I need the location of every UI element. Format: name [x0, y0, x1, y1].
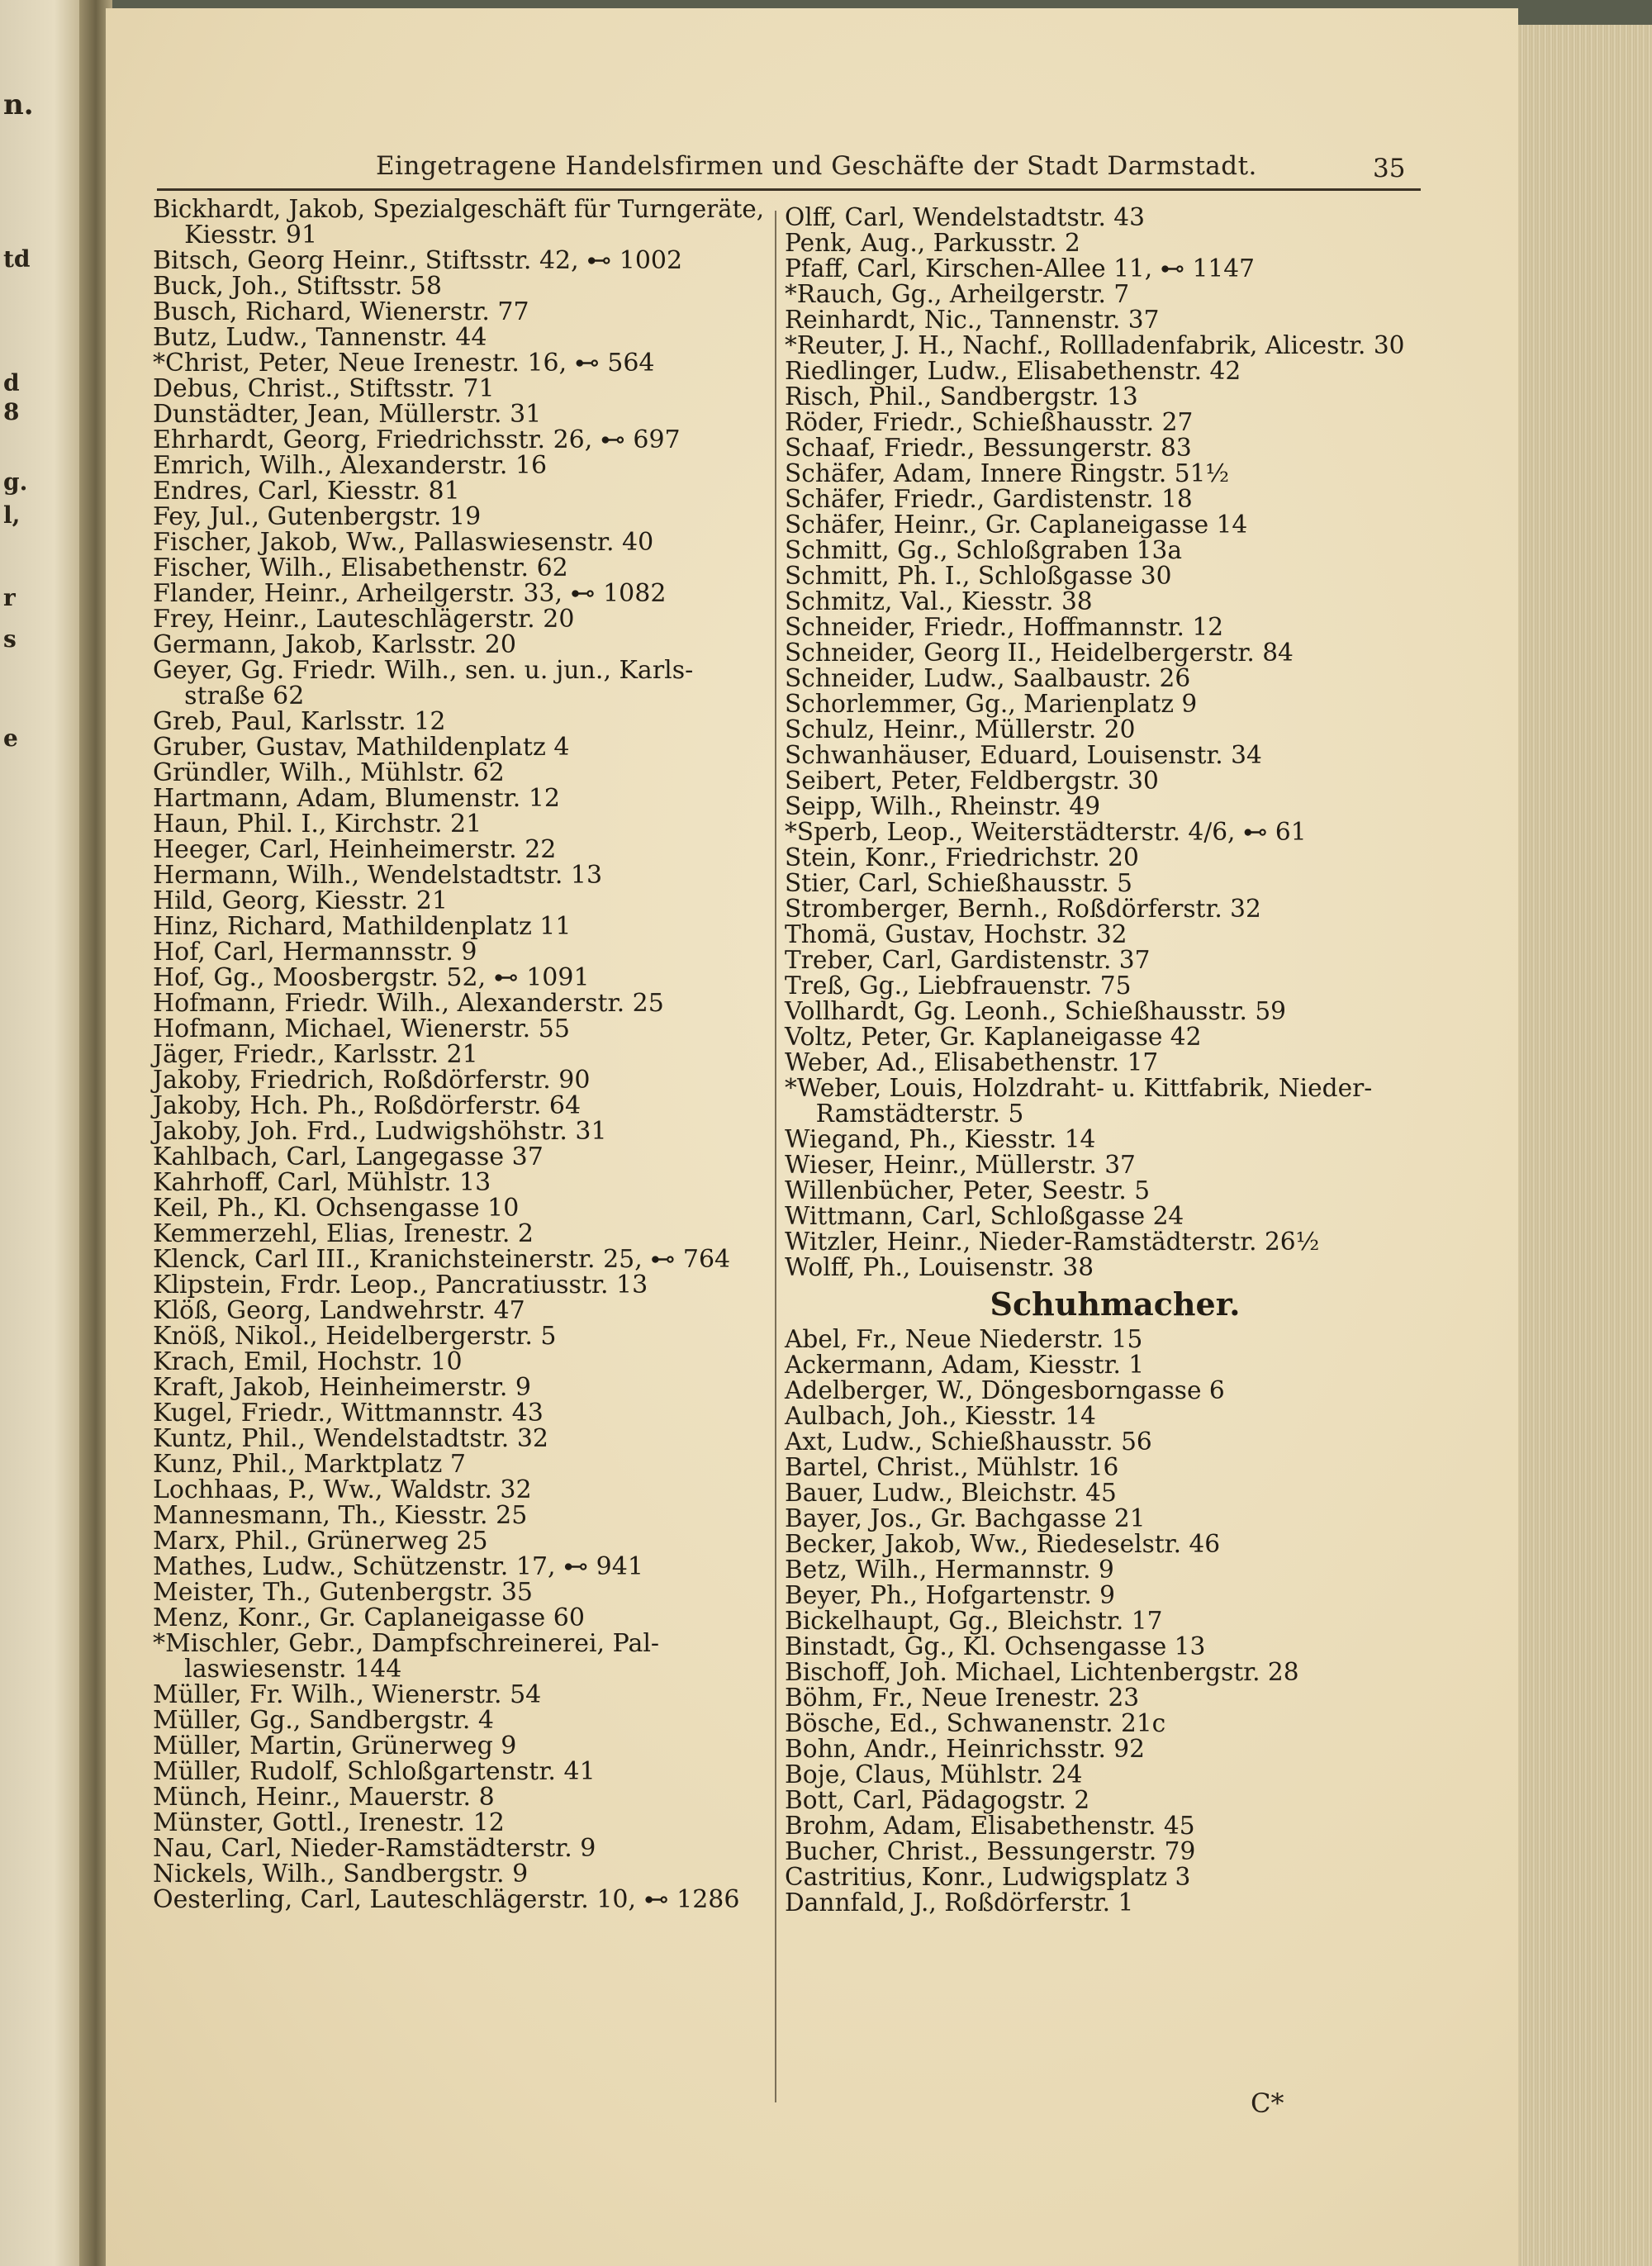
running-header: Eingetragene Handelsfirmen und Geschäfte der Stadt Darmstadt.	[376, 151, 1257, 181]
directory-entry: Jakoby, Hch. Ph., Roßdörferstr. 64	[153, 1091, 582, 1120]
directory-entry: Endres, Carl, Kiesstr. 81	[153, 477, 460, 506]
directory-entry: Dunstädter, Jean, Müllerstr. 31	[153, 400, 542, 429]
directory-entry: Hof, Gg., Moosbergstr. 52, ⊷ 1091	[153, 963, 590, 992]
directory-entry: Müller, Gg., Sandbergstr. 4	[153, 1706, 494, 1735]
directory-entry: Klöß, Georg, Landwehrstr. 47	[153, 1296, 525, 1325]
directory-entry: Knöß, Nikol., Heidelbergerstr. 5	[153, 1322, 557, 1351]
directory-entry: Voltz, Peter, Gr. Kaplaneigasse 42	[785, 1023, 1202, 1052]
directory-entry: Keil, Ph., Kl. Ochsengasse 10	[153, 1194, 520, 1223]
left-column	[153, 197, 764, 1912]
directory-entry: Meister, Th., Gutenbergstr. 35	[153, 1578, 533, 1607]
directory-entry: Wolff, Ph., Louisenstr. 38	[785, 1253, 1094, 1282]
directory-entry: Greb, Paul, Karlsstr. 12	[153, 707, 446, 736]
directory-entry: Schorlemmer, Gg., Marienplatz 9	[785, 690, 1198, 719]
directory-entry: Flander, Heinr., Arheilgerstr. 33, ⊷ 1082	[153, 579, 667, 608]
directory-entry: Schäfer, Heinr., Gr. Caplaneigasse 14	[785, 511, 1248, 539]
directory-entry: Schäfer, Friedr., Gardistenstr. 18	[785, 485, 1193, 514]
directory-entry: Seibert, Peter, Feldbergstr. 30	[785, 767, 1159, 796]
directory-entry: Kuntz, Phil., Wendelstadtstr. 32	[153, 1424, 548, 1453]
directory-entry: Thomä, Gustav, Hochstr. 32	[785, 920, 1127, 949]
directory-entry: *Rauch, Gg., Arheilgerstr. 7	[785, 280, 1130, 309]
directory-entry: Kraft, Jakob, Heinheimerstr. 9	[153, 1373, 531, 1402]
directory-entry: Hof, Carl, Hermannsstr. 9	[153, 938, 477, 967]
directory-entry: Müller, Fr. Wilh., Wienerstr. 54	[153, 1680, 542, 1709]
directory-entry: Hild, Georg, Kiesstr. 21	[153, 886, 448, 915]
shoemaker-entry: Bickelhaupt, Gg., Bleichstr. 17	[785, 1607, 1163, 1636]
directory-entry: Müller, Rudolf, Schloßgartenstr. 41	[153, 1757, 596, 1786]
directory-entry: Schäfer, Adam, Innere Ringstr. 51½	[785, 459, 1230, 488]
left-fragment: d	[3, 369, 20, 397]
directory-entry: Riedlinger, Ludw., Elisabethenstr. 42	[785, 357, 1241, 386]
left-fragment: g.	[3, 468, 28, 496]
directory-entry: Mannesmann, Th., Kiesstr. 25	[153, 1501, 528, 1530]
directory-entry: Fischer, Jakob, Ww., Pallaswiesenstr. 40	[153, 528, 654, 557]
directory-entry: Röder, Friedr., Schießhausstr. 27	[785, 408, 1194, 437]
section-heading: Schuhmacher.	[990, 1285, 1241, 1323]
left-fragment: td	[3, 245, 31, 273]
page-edges	[1518, 25, 1652, 2266]
directory-entry: Busch, Richard, Wienerstr. 77	[153, 297, 529, 326]
directory-entry: Münch, Heinr., Mauerstr. 8	[153, 1783, 495, 1812]
shoemaker-entry: Bott, Carl, Pädagogstr. 2	[785, 1786, 1090, 1815]
directory-entry: Klipstein, Frdr. Leop., Pancratiusstr. 13	[153, 1271, 648, 1299]
directory-entry: Schneider, Ludw., Saalbaustr. 26	[785, 664, 1191, 693]
page-number: 35	[1373, 154, 1406, 183]
directory-entry: Klenck, Carl III., Kranichsteinerstr. 25, ⊷ 764	[153, 1245, 731, 1274]
shoemaker-entry: Böhm, Fr., Neue Irenestr. 23	[785, 1684, 1140, 1713]
shoemaker-entry: Binstadt, Gg., Kl. Ochsengasse 13	[785, 1632, 1206, 1661]
directory-entry: Schmitt, Gg., Schloßgraben 13a	[785, 536, 1183, 565]
directory-entry: Krach, Emil, Hochstr. 10	[153, 1347, 463, 1376]
directory-entry: Ramstädterstr. 5	[785, 1100, 1024, 1128]
shoemaker-entry: Brohm, Adam, Elisabethenstr. 45	[785, 1812, 1195, 1841]
directory-entry: Bitsch, Georg Heinr., Stiftsstr. 42, ⊷ 1002	[153, 246, 683, 275]
directory-entry: Hofmann, Friedr. Wilh., Alexanderstr. 25	[153, 989, 664, 1018]
directory-entry: Haun, Phil. I., Kirchstr. 21	[153, 810, 482, 838]
directory-entry: Wieser, Heinr., Müllerstr. 37	[785, 1151, 1136, 1180]
shoemaker-entry: Adelberger, W., Döngesborngasse 6	[785, 1376, 1225, 1405]
directory-entry: *Weber, Louis, Holzdraht- u. Kittfabrik, Nieder-	[785, 1074, 1373, 1103]
column-divider	[775, 211, 776, 2102]
left-fragment: r	[3, 584, 16, 611]
directory-entry: Mathes, Ludw., Schützenstr. 17, ⊷ 941	[153, 1552, 643, 1581]
shoemaker-entry: Ackermann, Adam, Kiesstr. 1	[785, 1351, 1145, 1380]
directory-entry: Kahlbach, Carl, Langegasse 37	[153, 1143, 544, 1171]
directory-entry: Risch, Phil., Sandbergstr. 13	[785, 382, 1138, 411]
directory-entry: Jakoby, Friedrich, Roßdörferstr. 90	[153, 1066, 591, 1095]
directory-entry: Germann, Jakob, Karlsstr. 20	[153, 630, 516, 659]
directory-entry: Pfaff, Carl, Kirschen-Allee 11, ⊷ 1147	[785, 254, 1255, 283]
left-fragment: n.	[3, 88, 34, 121]
directory-entry: Schwanhäuser, Eduard, Louisenstr. 34	[785, 741, 1262, 770]
directory-entry: Jakoby, Joh. Frd., Ludwigshöhstr. 31	[153, 1117, 607, 1146]
directory-entry: Bickhardt, Jakob, Spezialgeschäft für Turngeräte,	[153, 195, 765, 224]
directory-entry: Hofmann, Michael, Wienerstr. 55	[153, 1014, 570, 1043]
shoemaker-entry: Bartel, Christ., Mühlstr. 16	[785, 1453, 1119, 1482]
directory-entry: Treß, Gg., Liebfrauenstr. 75	[785, 971, 1132, 1000]
directory-entry: Kiesstr. 91	[153, 221, 318, 249]
adjacent-left-page	[0, 0, 91, 2266]
directory-entry: Nickels, Wilh., Sandbergstr. 9	[153, 1860, 529, 1888]
directory-entry: Willenbücher, Peter, Seestr. 5	[785, 1176, 1151, 1205]
directory-entry: Ehrhardt, Georg, Friedrichsstr. 26, ⊷ 697	[153, 425, 681, 454]
shoemaker-entry: Axt, Ludw., Schießhausstr. 56	[785, 1428, 1152, 1456]
left-fragment: 8	[3, 398, 20, 425]
directory-entry: Butz, Ludw., Tannenstr. 44	[153, 323, 487, 352]
directory-entry: Hermann, Wilh., Wendelstadtstr. 13	[153, 861, 603, 890]
shoemaker-entry: Boje, Claus, Mühlstr. 24	[785, 1760, 1083, 1789]
directory-entry: Debus, Christ., Stiftsstr. 71	[153, 374, 495, 403]
right-column	[785, 205, 1412, 1916]
directory-entry: Hartmann, Adam, Blumenstr. 12	[153, 784, 560, 813]
directory-entry: Stier, Carl, Schießhausstr. 5	[785, 869, 1133, 898]
shoemaker-entry: Bischoff, Joh. Michael, Lichtenbergstr. 28	[785, 1658, 1299, 1687]
shoemaker-entry: Betz, Wilh., Hermannstr. 9	[785, 1556, 1114, 1584]
shoemaker-entry: Castritius, Konr., Ludwigsplatz 3	[785, 1863, 1191, 1892]
directory-entry: Lochhaas, P., Ww., Waldstr. 32	[153, 1475, 532, 1504]
directory-entry: Müller, Martin, Grünerweg 9	[153, 1732, 517, 1760]
left-fragment: e	[3, 724, 18, 752]
directory-entry: Schneider, Georg II., Heidelbergerstr. 84	[785, 639, 1294, 667]
shoemaker-entry: Bayer, Jos., Gr. Bachgasse 21	[785, 1504, 1146, 1533]
shoemaker-entry: Becker, Jakob, Ww., Riedeselstr. 46	[785, 1530, 1221, 1559]
directory-entry: Gruber, Gustav, Mathildenplatz 4	[153, 733, 570, 762]
directory-entry: Frey, Heinr., Lauteschlägerstr. 20	[153, 605, 575, 634]
directory-entry: laswiesenstr. 144	[153, 1655, 402, 1684]
shoemaker-entry: Dannfald, J., Roßdörferstr. 1	[785, 1888, 1134, 1917]
shoemaker-entry: Bauer, Ludw., Bleichstr. 45	[785, 1479, 1117, 1508]
directory-entry: Schmitz, Val., Kiesstr. 38	[785, 587, 1093, 616]
shoemaker-entry: Aulbach, Joh., Kiesstr. 14	[785, 1402, 1096, 1431]
directory-entry: Witzler, Heinr., Nieder-Ramstädterstr. 26½	[785, 1228, 1320, 1257]
left-fragment: l,	[3, 501, 21, 529]
directory-entry: Gründler, Wilh., Mühlstr. 62	[153, 758, 505, 787]
directory-entry: Schmitt, Ph. I., Schloßgasse 30	[785, 562, 1172, 591]
directory-entry: Marx, Phil., Grünerweg 25	[153, 1527, 488, 1556]
directory-entry: Münster, Gottl., Irenestr. 12	[153, 1808, 505, 1837]
directory-entry: Vollhardt, Gg. Leonh., Schießhausstr. 59	[785, 997, 1287, 1026]
directory-entry: *Mischler, Gebr., Dampfschreinerei, Pal-	[153, 1629, 660, 1658]
directory-entry: Buck, Joh., Stiftsstr. 58	[153, 272, 442, 301]
directory-entry: Weber, Ad., Elisabethenstr. 17	[785, 1048, 1159, 1077]
directory-entry: *Christ, Peter, Neue Irenestr. 16, ⊷ 564	[153, 349, 655, 378]
shoemaker-entry: Bohn, Andr., Heinrichsstr. 92	[785, 1735, 1145, 1764]
directory-entry: Geyer, Gg. Friedr. Wilh., sen. u. jun., Karls-	[153, 656, 694, 685]
shoemaker-entry: Bucher, Christ., Bessungerstr. 79	[785, 1837, 1196, 1866]
header-rule	[157, 188, 1421, 191]
directory-entry: Seipp, Wilh., Rheinstr. 49	[785, 792, 1101, 821]
shoemaker-entry: Bösche, Ed., Schwanenstr. 21c	[785, 1709, 1166, 1738]
directory-entry: Kunz, Phil., Marktplatz 7	[153, 1450, 466, 1479]
directory-entry: Emrich, Wilh., Alexanderstr. 16	[153, 451, 548, 480]
directory-entry: Wittmann, Carl, Schloßgasse 24	[785, 1202, 1184, 1231]
shoemaker-entries	[785, 1327, 1412, 1916]
directory-entry: Schneider, Friedr., Hoffmannstr. 12	[785, 613, 1224, 642]
directory-entry: Reinhardt, Nic., Tannenstr. 37	[785, 306, 1160, 335]
shoemaker-entry: Abel, Fr., Neue Niederstr. 15	[785, 1325, 1143, 1354]
directory-entry: straße 62	[153, 682, 305, 710]
shoemaker-entry: Beyer, Ph., Hofgartenstr. 9	[785, 1581, 1116, 1610]
directory-entry: Kemmerzehl, Elias, Irenestr. 2	[153, 1219, 534, 1248]
directory-entry: Nau, Carl, Nieder-Ramstädterstr. 9	[153, 1834, 596, 1863]
directory-entry: Jäger, Friedr., Karlsstr. 21	[153, 1040, 478, 1069]
directory-entry: Penk, Aug., Parkusstr. 2	[785, 229, 1080, 258]
directory-entry: Olff, Carl, Wendelstadtstr. 43	[785, 203, 1145, 232]
directory-entry: *Reuter, J. H., Nachf., Rollladenfabrik, Alicestr. 30	[785, 331, 1405, 360]
directory-entry: Stromberger, Bernh., Roßdörferstr. 32	[785, 895, 1261, 924]
directory-entry: Stein, Konr., Friedrichstr. 20	[785, 843, 1139, 872]
directory-entry: Schulz, Heinr., Müllerstr. 20	[785, 715, 1136, 744]
signature-mark: C*	[1251, 2088, 1284, 2119]
directory-entry: Menz, Konr., Gr. Caplaneigasse 60	[153, 1603, 585, 1632]
directory-entry: Treber, Carl, Gardistenstr. 37	[785, 946, 1151, 975]
right-column-entries	[785, 205, 1412, 1280]
directory-entry: Kahrhoff, Carl, Mühlstr. 13	[153, 1168, 491, 1197]
directory-entry: Fischer, Wilh., Elisabethenstr. 62	[153, 553, 568, 582]
directory-entry: Oesterling, Carl, Lauteschlägerstr. 10, ⊷ 1286	[153, 1885, 740, 1914]
directory-entry: Hinz, Richard, Mathildenplatz 11	[153, 912, 572, 941]
directory-entry: *Sperb, Leop., Weiterstädterstr. 4/6, ⊷ 61	[785, 818, 1307, 847]
directory-entry: Wiegand, Ph., Kiesstr. 14	[785, 1125, 1096, 1154]
left-fragment: s	[3, 625, 17, 653]
directory-entry: Heeger, Carl, Heinheimerstr. 22	[153, 835, 557, 864]
directory-entry: Fey, Jul., Gutenbergstr. 19	[153, 502, 482, 531]
directory-entry: Kugel, Friedr., Wittmannstr. 43	[153, 1399, 544, 1428]
directory-entry: Schaaf, Friedr., Bessungerstr. 83	[785, 434, 1192, 463]
